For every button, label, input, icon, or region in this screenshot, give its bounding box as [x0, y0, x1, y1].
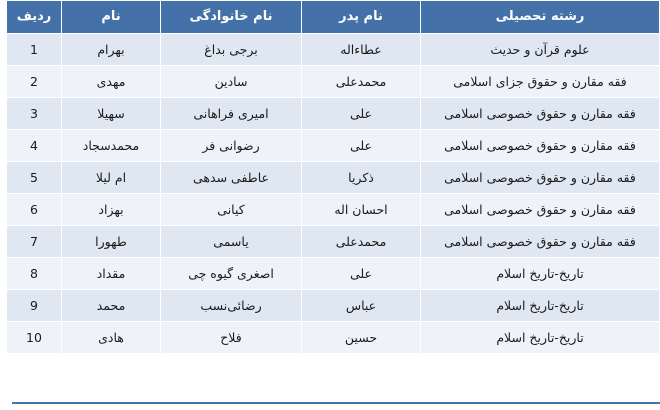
- table-header: [7, 1, 660, 34]
- column-header-field: رشته تحصیلی: [421, 1, 660, 34]
- cell-family-name: امیری فراهانی: [161, 98, 302, 130]
- table-row: [7, 290, 660, 322]
- cell-family-name: رضائی‌نسب: [161, 290, 302, 322]
- column-header-father-name: نام پدر: [302, 1, 421, 34]
- cell-row-number: 10: [7, 322, 62, 354]
- cell-row-number: 3: [7, 98, 62, 130]
- cell-field: تاریخ-تاریخ اسلام: [421, 322, 660, 354]
- cell-row-number: 1: [7, 34, 62, 66]
- table-row: [7, 66, 660, 98]
- cell-row-number: 7: [7, 226, 62, 258]
- table-header-row: [7, 1, 660, 34]
- cell-field: فقه مقارن و حقوق خصوصی اسلامی: [421, 162, 660, 194]
- cell-father-name: عطاءاله: [302, 34, 421, 66]
- table-row: [7, 226, 660, 258]
- cell-first-name: بهرام: [62, 34, 161, 66]
- cell-father-name: عباس: [302, 290, 421, 322]
- column-header-row-number: ردیف: [7, 1, 62, 34]
- cell-first-name: مهدی: [62, 66, 161, 98]
- table-row: [7, 98, 660, 130]
- cell-family-name: سادین: [161, 66, 302, 98]
- students-table: [6, 0, 660, 354]
- cell-first-name: سهیلا: [62, 98, 161, 130]
- cell-row-number: 5: [7, 162, 62, 194]
- cell-row-number: 8: [7, 258, 62, 290]
- cell-first-name: طهورا: [62, 226, 161, 258]
- column-header-first-name: نام: [62, 1, 161, 34]
- cell-field: فقه مقارن و حقوق خصوصی اسلامی: [421, 194, 660, 226]
- cell-row-number: 6: [7, 194, 62, 226]
- cell-field: فقه مقارن و حقوق خصوصی اسلامی: [421, 130, 660, 162]
- cell-first-name: هادی: [62, 322, 161, 354]
- table-bottom-rule: [12, 402, 660, 404]
- cell-family-name: برجی بداغ: [161, 34, 302, 66]
- cell-field: تاریخ-تاریخ اسلام: [421, 258, 660, 290]
- cell-father-name: علی: [302, 258, 421, 290]
- cell-first-name: محمد: [62, 290, 161, 322]
- cell-family-name: کیانی: [161, 194, 302, 226]
- cell-first-name: بهزاد: [62, 194, 161, 226]
- table-row: [7, 130, 660, 162]
- table-row: [7, 162, 660, 194]
- cell-father-name: احسان اله: [302, 194, 421, 226]
- cell-father-name: محمدعلی: [302, 66, 421, 98]
- cell-family-name: اصغری گیوه چی: [161, 258, 302, 290]
- cell-father-name: ذکریا: [302, 162, 421, 194]
- table-row: [7, 34, 660, 66]
- table-body: [7, 34, 660, 354]
- cell-father-name: علی: [302, 98, 421, 130]
- cell-row-number: 4: [7, 130, 62, 162]
- table-row: [7, 194, 660, 226]
- cell-field: فقه مقارن و حقوق خصوصی اسلامی: [421, 98, 660, 130]
- cell-father-name: حسین: [302, 322, 421, 354]
- cell-field: تاریخ-تاریخ اسلام: [421, 290, 660, 322]
- cell-father-name: علی: [302, 130, 421, 162]
- cell-first-name: مقداد: [62, 258, 161, 290]
- cell-field: فقه مقارن و حقوق خصوصی اسلامی: [421, 226, 660, 258]
- table-row: [7, 322, 660, 354]
- cell-family-name: رضوانی فر: [161, 130, 302, 162]
- cell-row-number: 9: [7, 290, 62, 322]
- table-row: [7, 258, 660, 290]
- cell-father-name: محمدعلی: [302, 226, 421, 258]
- cell-field: علوم قرآن و حدیث: [421, 34, 660, 66]
- cell-family-name: عاطفی سدهی: [161, 162, 302, 194]
- cell-family-name: فلاح: [161, 322, 302, 354]
- cell-row-number: 2: [7, 66, 62, 98]
- cell-first-name: محمدسجاد: [62, 130, 161, 162]
- cell-family-name: یاسمی: [161, 226, 302, 258]
- cell-first-name: ام لیلا: [62, 162, 161, 194]
- cell-field: فقه مقارن و حقوق جزای اسلامی: [421, 66, 660, 98]
- column-header-family-name: نام خانوادگی: [161, 1, 302, 34]
